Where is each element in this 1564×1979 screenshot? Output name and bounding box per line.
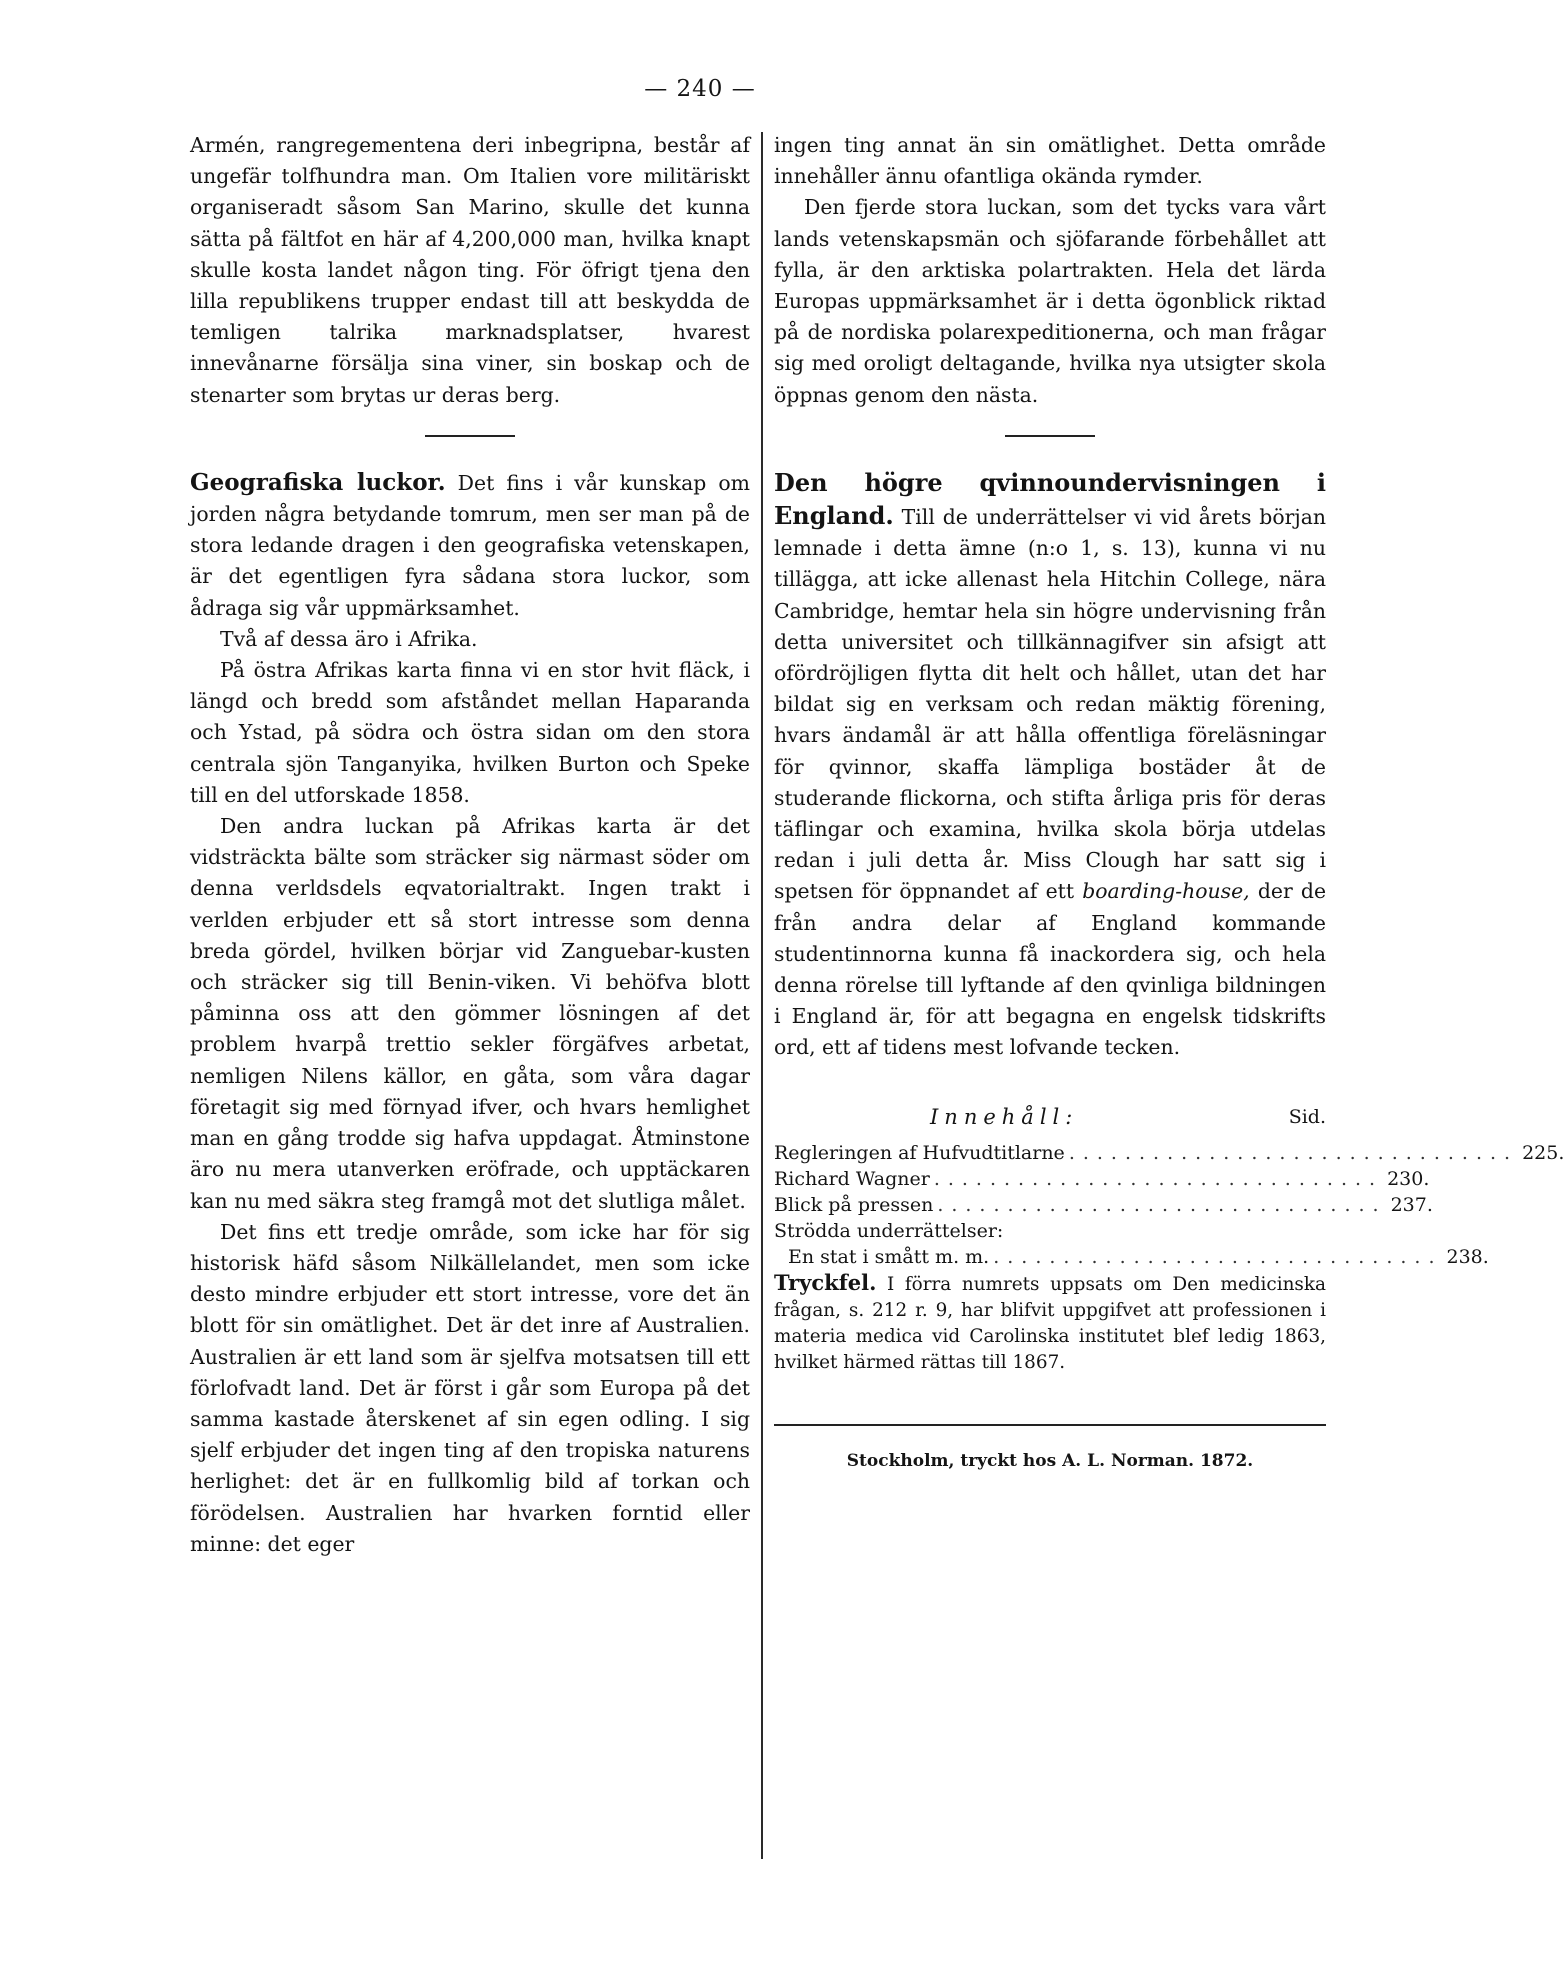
toc-row-label: Regleringen af Hufvudtitlarne [774,1141,1065,1164]
toc-leader-dots: ................................ [993,1245,1443,1268]
toc-row-label: Richard Wagner [774,1167,930,1190]
education-text-a: Till de underrättelser vi vid årets början lemnade i detta ämne (n:o 1, s. 13), kunna vi nu tillägga, att icke allenast hela Hitchin College, nära Cambridge, hemtar hela sin högre undervisning från detta universitet och tillkännagifver sin afsigt att ofördröjligen flytta dit helt och hållet, utan det har bildat sig en verksam och redan mäktig förening, hvars ändamål är att hålla offentliga föreläsningar för qvinnor, skaffa lämpliga bostäder åt de studerande flickorna, och stifta årliga pris för deras täflingar och examina, hvilka skola börja utdelas redan i juli detta år. Miss Clough har satt sig i spetsen för öppnandet af ett [774,505,1326,904]
education-text-b: der de från andra delar af England kommande studentinnorna kunna få inackordera sig, och hela denna rörelse till lyftande af den qvinliga bildningen i England är, för att begagna en engelsk tidskrifts ord, ett af tidens mest lofvande tecken. [774,879,1327,1060]
toc-row-page: 225. [1522,1141,1564,1164]
toc-row [774,1140,1564,1166]
left-column [190,130,750,1560]
toc-row [774,1166,1430,1192]
footer-rule [774,1424,1326,1426]
toc-row [774,1218,1326,1244]
tryckfel-text: I förra numrets uppsats om Den medicinska frågan, s. 212 r. 9, har blifvit uppgifvet att professionen i materia medica vid Carolinska institutet blef ledig 1863, hvilket härmed rättas till 1867. [774,1273,1326,1373]
toc-leader-dots: ................................ [1068,1141,1519,1164]
toc-row-page: 238. [1446,1245,1489,1268]
toc-row-page: 237. [1390,1193,1433,1216]
geo-paragraph-2: Två af dessa äro i Afrika. [220,626,478,651]
page-number: — 240 — [644,76,756,102]
tryckfel-notice [774,1270,1326,1376]
toc-row-page: 230. [1387,1167,1430,1190]
geo-paragraph-4: Den andra luckan på Afrikas karta är det vidsträckta bälte som sträcker sig närmast söder om denna verldsdels eqvatorialtrakt. Ingen trakt i verlden erbjuder ett så stort intresse som denna breda gördel, hvilken börjar vid Zanguebar-kusten och sträcker sig till Benin-viken. Vi behöfva blott påminna oss att den gömmer lösningen af det problem hvarpå trettio sekler förgäfves arbetat, nemligen Nilens källor, en gåta, som våra dagar företagit sig med förnyad ifver, och hvars hemlighet man en gång trodde sig hafva uppdagat. Åtminstone äro nu mera utanverken eröfrade, och upptäckaren kan nu med säkra steg framgå mot det slutliga målet. [190,814,750,1213]
toc-row [774,1192,1433,1218]
toc-title: Innehåll: [930,1104,1079,1129]
armen-paragraph: Armén, rangregementena deri inbegripna, består af ungefär tolfhundra man. Om Italien vore militäriskt organiseradt såsom San Marino, skulle det kunna sätta på fältfot en här af 4,200,000 man, hvilka knapt skulle kosta landet någon ting. För öfrigt tjena den lilla republikens trupper endast till att beskydda de temligen talrika marknadsplatser, hvarest innevånarne försälja sina viner, sin boskap och de stenarter som brytas ur deras berg. [190,133,750,407]
tryckfel-heading: Tryckfel. [774,1269,877,1295]
imprint: Stockholm, tryckt hos A. L. Norman. 1872. [846,1450,1254,1471]
geo-heading: Geografiska luckor. [190,468,446,496]
geo-paragraph-3: På östra Afrikas karta finna vi en stor hvit fläck, i längd och bredd som afståndet mellan Haparanda och Ystad, på södra och östra sidan om den stora centrala sjön Tanganyika, hvilken Burton och Speke till en del utforskade 1858. [190,658,750,807]
toc-row-label: Strödda underrättelser: [774,1219,1004,1242]
section-separator [1005,435,1095,437]
toc-row [774,1244,1489,1270]
education-paragraph [774,467,1326,1064]
toc-leader-dots: ................................ [933,1167,1384,1190]
education-italic-term: boarding-house, [1082,879,1250,904]
toc-header [774,1104,1326,1130]
toc-row-label: Blick på pressen [774,1193,934,1216]
geo-paragraph-5: Det fins ett tredje område, som icke har för sig historisk häfd såsom Nilkällelandet, men som icke desto mindre erbjuder ett stort intresse, vore det än blott för sin omätlighet. Det är det inre af Australien. Australien är ett land som är sjelfva motsatsen till ett förlofvadt land. Det är först i går som Europa på det samma kastade återskenet af sin egen odling. I sig sjelf erbjuder det ingen ting af den tropiska naturens herlighet: det är en fullkomlig bild af torkan och förödelsen. Australien har hvarken forntid eller minne: det eger [190,1219,750,1556]
arctic-paragraph: Den fjerde stora luckan, som det tycks vara vårt lands vetenskapsmän och sjöfarande förbehållet att fylla, är den arktiska polartrakten. Hela det lärda Europas uppmärksamhet är i detta ögonblick riktad på de nordiska polarexpeditionerna, och man frågar sig med oroligt deltagande, hvilka nya utsigter skola öppnas genom den nästa. [774,195,1326,407]
geo-first-paragraph [190,467,750,624]
education-heading: Den högre qvinnoundervisningen i England. [774,467,1326,531]
toc-row-label: En stat i smått m. m. [788,1245,990,1268]
right-column [774,130,1564,1477]
toc-leader-dots: ................................ [937,1193,1387,1216]
continued-paragraph: ingen ting annat än sin omätlighet. Detta område innehåller ännu ofantliga okända rymder. [774,133,1326,189]
toc-page-column-label: Sid. [1288,1105,1326,1128]
geo-paragraph-1: Det fins i vår kunskap om jorden några betydande tomrum, men ser man på de stora ledande dragen i den geografiska vetenskapen, är det egentligen fyra sådana stora luckor, som ådraga sig vår uppmärksamhet. [190,470,751,620]
column-divider [761,132,763,1859]
table-of-contents [774,1104,1564,1270]
section-separator [425,435,515,437]
